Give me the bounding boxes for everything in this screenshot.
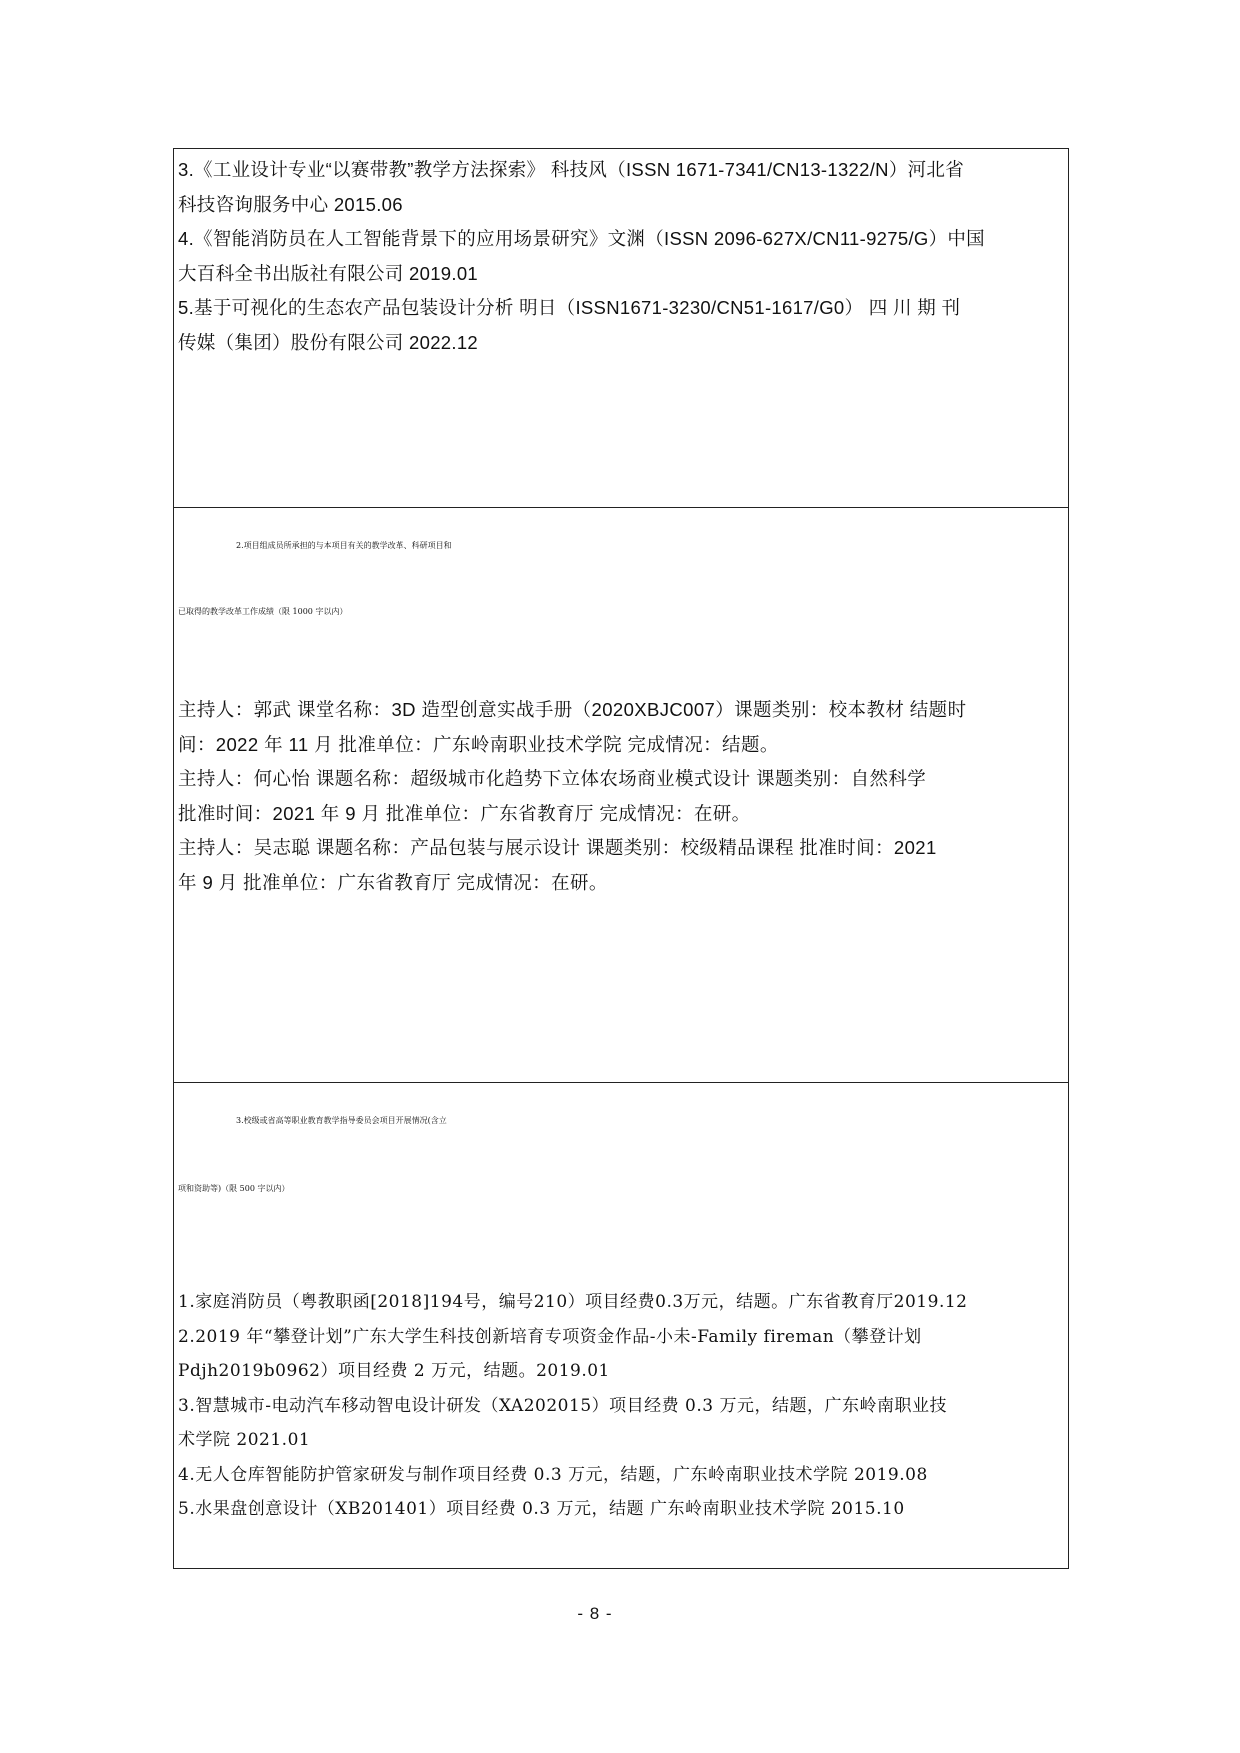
section-heading-line: 项和资助等)（限 500 字以内）	[178, 1184, 290, 1193]
publication-line: 科技咨询服务中心 2015.06	[178, 193, 403, 215]
publications-list	[174, 153, 1068, 360]
form-table	[173, 148, 1069, 1569]
publication-line: 大百科全书出版社有限公司 2019.01	[178, 262, 479, 284]
publication-line: 传媒（集团）股份有限公司 2022.12	[178, 331, 479, 353]
projects-list	[174, 693, 1068, 900]
publication-line: 4.《智能消防员在人工智能背景下的应用场景研究》文渊（ISSN 2096-627X/CN11-9275/G）中国	[178, 228, 985, 249]
publications-section	[174, 149, 1068, 508]
committee-project-line: 4.无人仓库智能防护管家研发与制作项目经费 0.3 万元，结题，广东岭南职业技术学院 2019.08	[178, 1464, 928, 1485]
page-number: - 8 -	[577, 1604, 613, 1623]
section-heading-line: 已取得的教学改革工作成绩（限 1000 字以内）	[178, 607, 348, 616]
project-line: 主持人：郭武 课堂名称：3D 造型创意实战手册（2020XBJC007）课题类别：校本教材 结题时	[178, 699, 967, 720]
committee-project-line: 5.水果盘创意设计（XB201401）项目经费 0.3 万元，结题 广东岭南职业技术学院 2015.10	[178, 1499, 905, 1519]
project-line: 主持人：吴志聪 课题名称：产品包装与展示设计 课题类别：校级精品课程 批准时间：2021	[178, 837, 937, 858]
section-heading-line: 2.项目组成员所承担的与本项目有关的教学改革、科研项目和	[236, 541, 452, 550]
committee-projects-section	[174, 1083, 1068, 1570]
committee-project-line: 3.智慧城市-电动汽车移动智电设计研发（XA202015）项目经费 0.3 万元，结题，广东岭南职业技	[178, 1395, 947, 1416]
project-line: 年 9 月 批准单位：广东省教育厅 完成情况：在研。	[178, 871, 608, 893]
project-line: 批准时间：2021 年 9 月 批准单位：广东省教育厅 完成情况：在研。	[178, 802, 751, 824]
project-line: 间：2022 年 11 月 批准单位：广东岭南职业技术学院 完成情况：结题。	[178, 733, 779, 755]
project-line: 主持人：何心怡 课题名称：超级城市化趋势下立体农场商业模式设计 课题类别：自然科学	[178, 768, 927, 789]
publication-line: 5.基于可视化的生态农产品包装设计分析 明日（ISSN1671-3230/CN51-1617/G0） 四 川 期 刊	[178, 297, 961, 318]
committee-project-line: 1.家庭消防员（粤教职函[2018]194号，编号210）项目经费0.3万元，结题。广东省教育厅2019.12	[178, 1292, 968, 1312]
teaching-reform-section	[174, 508, 1068, 1083]
committee-projects-list	[174, 1285, 1068, 1527]
committee-project-line: Pdjh2019b0962）项目经费 2 万元，结题。2019.01	[178, 1361, 610, 1381]
committee-project-line: 2.2019 年“攀登计划”广东大学生科技创新培育专项资金作品-小未-Family fireman（攀登计划	[178, 1326, 922, 1347]
section-heading-line: 3.校级或省高等职业教育教学指导委员会项目开展情况(含立	[236, 1116, 447, 1125]
publication-line: 3.《工业设计专业“以赛带教”教学方法探索》 科技风（ISSN 1671-7341/CN13-1322/N）河北省	[178, 159, 965, 180]
committee-project-line: 术学院 2021.01	[178, 1430, 311, 1450]
